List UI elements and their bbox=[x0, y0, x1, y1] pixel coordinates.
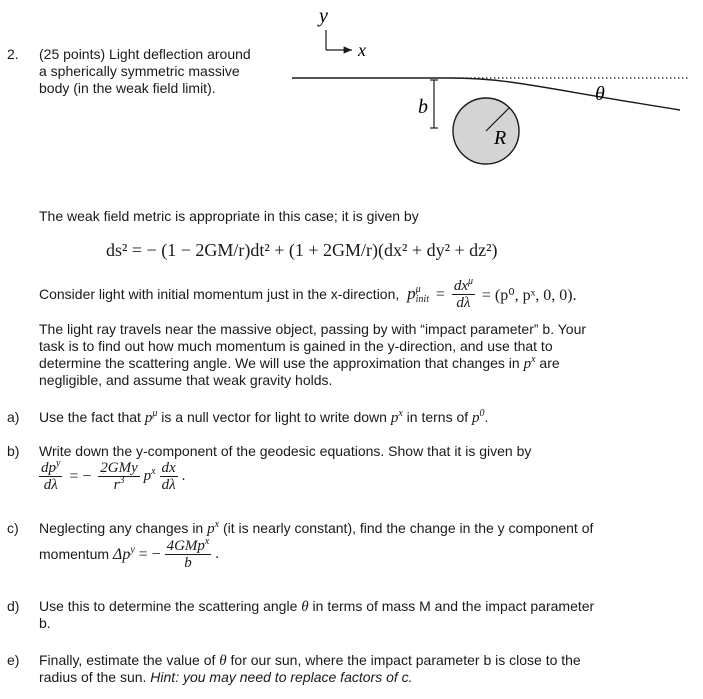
part-a-pmu-sup: μ bbox=[152, 408, 158, 419]
radius-label: R bbox=[494, 127, 507, 149]
part-a-text-4: . bbox=[484, 409, 489, 425]
paragraph-line-1: The light ray travels near the massive object, passing by with “impact parameter” b. Your bbox=[39, 321, 587, 337]
part-a-pmu-base: p bbox=[144, 410, 153, 426]
part-b-mid-den-sup: 3 bbox=[119, 475, 125, 486]
deflection-diagram bbox=[280, 0, 700, 165]
part-b-px-base: p bbox=[143, 468, 152, 484]
part-b-lhs-num bbox=[39, 460, 62, 477]
part-a-pmu bbox=[145, 410, 158, 426]
part-a-text-2: is a null vector for light to write down bbox=[157, 409, 391, 425]
part-c-equation-line bbox=[39, 538, 219, 571]
problem-title-line-2: a spherically symmetric massive bbox=[39, 63, 240, 79]
part-e-theta: θ bbox=[219, 653, 227, 669]
part-a-text-1: Use the fact that bbox=[39, 409, 145, 425]
px-symbol bbox=[524, 356, 536, 372]
p-init-sub: init bbox=[415, 294, 429, 306]
part-c-text-1: Neglecting any changes in bbox=[39, 520, 208, 536]
dx-num-text: dx bbox=[453, 278, 468, 294]
p-init-equals: = bbox=[435, 285, 445, 303]
part-c-delta-base: Δp bbox=[112, 545, 131, 563]
part-c-delta-py bbox=[113, 546, 135, 564]
dx-num-sup: μ bbox=[467, 276, 474, 287]
part-d-label: d) bbox=[7, 598, 20, 614]
part-b-lhs-num-sup: y bbox=[56, 458, 61, 469]
part-b-mid-num: 2GMy bbox=[100, 460, 138, 476]
part-b-equation bbox=[39, 460, 185, 493]
part-b-rhs-num: dx bbox=[161, 460, 176, 476]
part-b-px bbox=[144, 468, 156, 485]
part-d-line-2: b. bbox=[39, 615, 51, 631]
part-c-den: b bbox=[184, 555, 192, 571]
part-e-text-1: Finally, estimate the value of bbox=[39, 652, 220, 668]
part-d-theta: θ bbox=[301, 599, 309, 615]
p-init-base: p bbox=[407, 283, 416, 303]
part-a-px-sup: x bbox=[398, 408, 403, 419]
part-c-text-2: (it is nearly constant), find the change in the y component of bbox=[219, 520, 594, 536]
dx-dlambda-num bbox=[452, 278, 475, 295]
part-c-num bbox=[165, 538, 212, 555]
part-b-rhs-fraction bbox=[160, 460, 178, 493]
part-a-px bbox=[391, 410, 403, 426]
paragraph-line-3-text: determine the scattering angle. We will use the approximation that changes in bbox=[39, 355, 520, 371]
part-c-px-base: p bbox=[207, 521, 215, 537]
part-c-px-sup: x bbox=[214, 519, 220, 530]
dx-dlambda-den: dλ bbox=[456, 295, 471, 311]
paragraph-line-3 bbox=[39, 355, 560, 373]
part-b-text: Write down the y-component of the geodesic equations. Show that it is given by bbox=[39, 443, 532, 459]
metric-sentence: The weak field metric is appropriate in this case; it is given by bbox=[39, 208, 419, 224]
part-c-delta-sup: y bbox=[130, 544, 135, 556]
part-a-text-3: in terns of bbox=[402, 409, 473, 425]
part-b-mid-den bbox=[98, 477, 140, 493]
paragraph-line-4: negligible, and assume that weak gravity holds. bbox=[39, 372, 333, 388]
impact-parameter-label: b bbox=[418, 96, 428, 118]
part-d-text bbox=[39, 598, 594, 616]
part-e-text-2: for our sun, where the impact parameter b is close to the bbox=[226, 652, 581, 668]
part-c-num-text: 4GMp bbox=[166, 538, 205, 554]
part-b-lhs-num-text: dp bbox=[41, 460, 56, 476]
part-b-px-sup: x bbox=[151, 466, 156, 477]
theta-label: θ bbox=[595, 83, 605, 105]
part-e-text bbox=[39, 652, 581, 670]
part-c-fraction bbox=[165, 538, 212, 571]
part-b-lhs-den: dλ bbox=[43, 477, 58, 493]
part-b-rhs-den: dλ bbox=[161, 477, 176, 493]
dx-dlambda-fraction bbox=[452, 278, 475, 311]
paragraph-line-2: task is to find out how much momentum is gained in the y-direction, and use that to bbox=[39, 338, 553, 354]
part-c-px bbox=[207, 521, 219, 537]
y-axis-label: y bbox=[319, 5, 328, 27]
problem-title-line-3: body (in the weak field limit). bbox=[39, 80, 216, 96]
p-init-sup: μ bbox=[415, 284, 421, 296]
part-c-num-sup: x bbox=[204, 536, 210, 547]
part-a-p0 bbox=[472, 410, 485, 426]
part-c-label: c) bbox=[7, 520, 19, 536]
part-c-end: . bbox=[215, 546, 220, 562]
x-axis-label: x bbox=[358, 40, 366, 60]
part-d-text-1: Use this to determine the scattering angle bbox=[39, 598, 302, 614]
part-a-p0-sup: 0 bbox=[479, 408, 485, 419]
part-d-text-2: in terms of mass M and the impact parameter bbox=[308, 598, 595, 614]
part-b-mid-den-text: r bbox=[113, 477, 120, 493]
part-e-line-2 bbox=[39, 669, 413, 686]
consider-text: Consider light with initial momentum just in the x-direction, bbox=[39, 286, 400, 302]
vector-rhs: = (p⁰, pˣ, 0, 0). bbox=[481, 286, 577, 304]
part-c-text bbox=[39, 520, 593, 538]
problem-number: 2. bbox=[7, 46, 19, 62]
px-symbol-base: p bbox=[523, 356, 532, 372]
part-b-label: b) bbox=[7, 443, 20, 459]
part-e-hint: Hint: you may need to replace factors of c. bbox=[150, 669, 413, 685]
part-b-lhs-fraction bbox=[39, 460, 62, 493]
initial-momentum-line bbox=[39, 278, 577, 318]
part-a-px-base: p bbox=[390, 410, 399, 426]
part-c-equals: = − bbox=[138, 545, 161, 563]
part-a-label: a) bbox=[7, 409, 20, 425]
part-c-momentum-text: momentum bbox=[39, 546, 110, 562]
px-symbol-sup: x bbox=[531, 354, 536, 365]
paragraph-line-3-end: are bbox=[535, 355, 560, 371]
metric-equation: ds² = − (1 − 2GM/r)dt² + (1 + 2GM/r)(dx² + dy² + dz²) bbox=[106, 240, 498, 260]
part-b-mid-fraction bbox=[98, 460, 140, 493]
part-b-end: . bbox=[181, 468, 186, 484]
p-init-symbol bbox=[407, 284, 429, 305]
part-a-text bbox=[39, 409, 488, 427]
part-a-p0-base: p bbox=[472, 410, 480, 426]
problem-title-line-1: (25 points) Light deflection around bbox=[39, 46, 251, 62]
part-b-equals: = − bbox=[69, 467, 92, 485]
part-e-label: e) bbox=[7, 652, 20, 668]
part-e-line-2-text: radius of the sun. bbox=[39, 669, 151, 685]
